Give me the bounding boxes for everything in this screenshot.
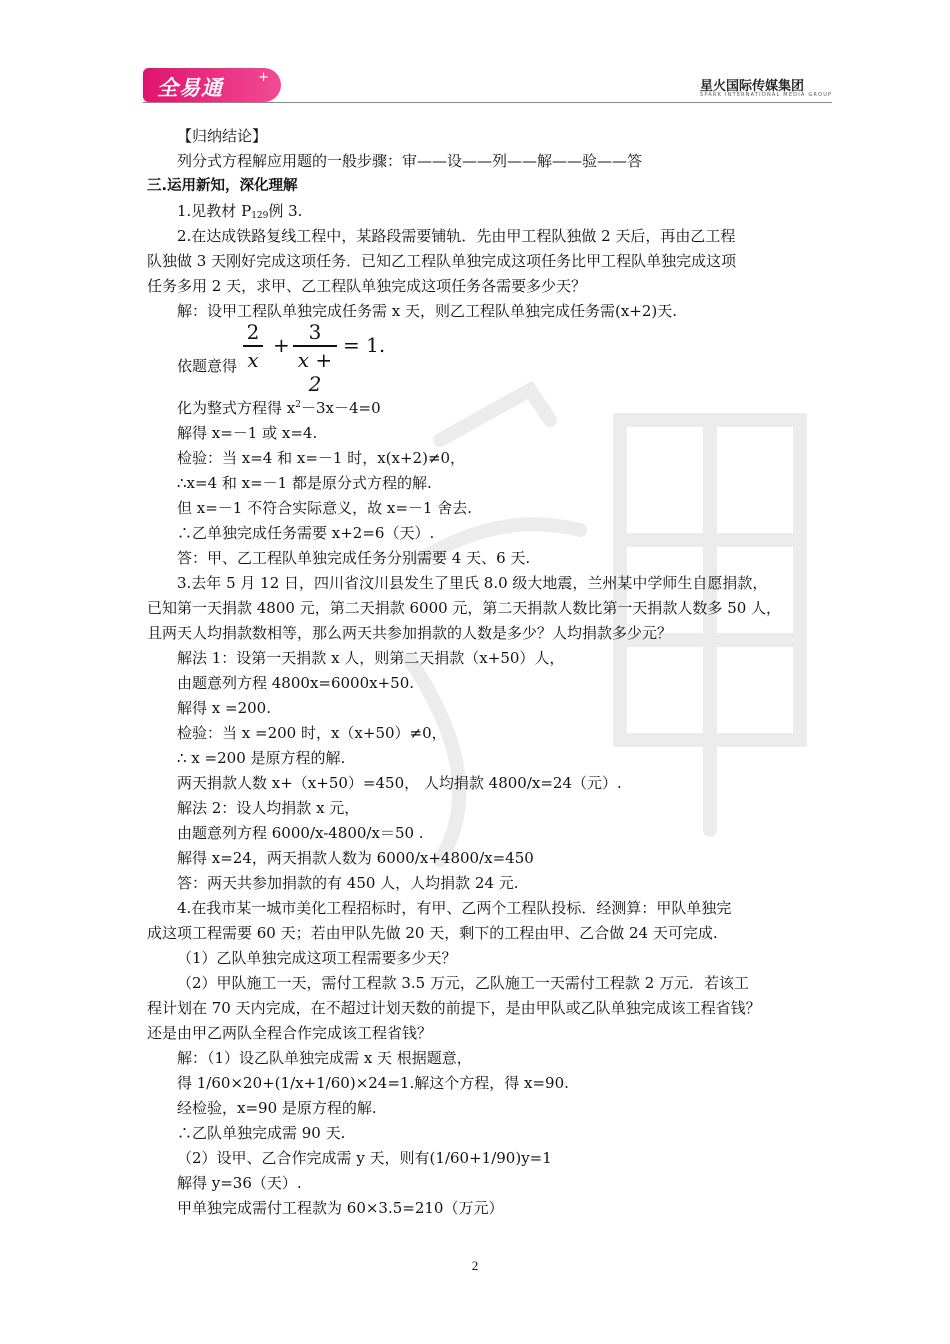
q4-step-2: 得 1/60×20+(1/x+1/60)×24=1.解这个方程，得 x=90. bbox=[177, 1074, 569, 1092]
q2-line-2: 队独做 3 天刚好完成这项任务．已知乙工程队单独完成这项任务比甲工程队单独完成这项 bbox=[147, 252, 737, 270]
question-1 bbox=[147, 199, 813, 224]
q3-step-1: 解法 1：设第一天捐款 x 人，则第二天捐款（x+50）人， bbox=[177, 649, 565, 667]
q4-step-3: 经检验，x=90 是原方程的解. bbox=[177, 1099, 377, 1117]
q3-step-8: 由题意列方程 6000/x-4800/x＝50 . bbox=[177, 824, 424, 842]
q4-part-2-line-1: （2）甲队施工一天，需付工程款 3.5 万元，乙队施工一天需付工程款 2 万元．若该工 bbox=[177, 974, 750, 992]
q3-answer: 答：两天共参加捐款的有 450 人，人均捐款 24 元. bbox=[177, 874, 519, 892]
q3-line-1: 3.去年 5 月 12 日，四川省汶川县发生了里氏 8.0 级大地震，兰州某中学师生自愿捐款， bbox=[177, 574, 768, 592]
q2-line-3: 任务多用 2 天，求甲、乙工程队单独完成这项任务各需要多少天？ bbox=[147, 277, 587, 295]
q4-part-2-line-2: 程计划在 70 天内完成，在不超过计划天数的前提下，是由甲队或乙队单独完成该工程省钱？ bbox=[147, 999, 761, 1017]
logo-star-icon: + bbox=[258, 70, 269, 85]
q4-part-1: （1）乙队单独完成这项工程需要多少天？ bbox=[177, 949, 457, 967]
summary-text: 列分式方程解应用题的一般步骤：审——设——列——解——验——答 bbox=[177, 152, 643, 170]
q2-answer: 答：甲、乙工程队单独完成任务分别需要 4 天、6 天. bbox=[177, 549, 531, 567]
q4-part-2-line-3: 还是由甲乙两队全程合作完成该工程省钱？ bbox=[147, 1024, 433, 1042]
q4-step-4: ∴乙队单独完成需 90 天. bbox=[177, 1124, 346, 1142]
equation-block bbox=[147, 320, 813, 396]
brand-logo bbox=[143, 68, 281, 102]
fraction-1-numerator: 2 bbox=[246, 320, 260, 344]
q1-post: 例 3. bbox=[268, 202, 303, 220]
q2-step-b: 解得 x=－1 或 x=4. bbox=[177, 424, 318, 442]
fraction-2-bar bbox=[293, 345, 337, 347]
logo-text: 全易通 bbox=[157, 76, 223, 100]
publisher-name: 星火国际传媒集团 bbox=[700, 79, 805, 94]
q4-step-7: 甲单独完成需付工程款为 60×3.5=210（万元） bbox=[177, 1199, 504, 1217]
q2-step-a-sup: 2 bbox=[295, 400, 301, 410]
q1-pre: 1.见教材 P bbox=[177, 202, 252, 220]
q2-step-f: ∴乙单独完成任务需要 x+2=6（天）. bbox=[177, 524, 435, 542]
fraction-1-bar bbox=[243, 345, 263, 347]
q2-step-a-pre: 化为整式方程得 x bbox=[177, 399, 296, 417]
q4-line-1: 4.在我市某一城市美化工程招标时，有甲、乙两个工程队投标．经测算：甲队单独完 bbox=[177, 899, 732, 917]
q2-step-d: ∴x=4 和 x=－1 都是原分式方程的解. bbox=[177, 474, 432, 492]
q3-step-2: 由题意列方程 4800x=6000x+50. bbox=[177, 674, 415, 692]
q3-step-3: 解得 x =200. bbox=[177, 699, 271, 717]
header-rule bbox=[143, 102, 832, 103]
section-heading: 三.运用新知，深化理解 bbox=[147, 178, 298, 194]
fraction-1 bbox=[243, 320, 263, 372]
q1-sub: 129 bbox=[251, 211, 269, 221]
q4-step-6: 解得 y=36（天）. bbox=[177, 1174, 302, 1192]
page-number: 2 bbox=[471, 1258, 479, 1273]
q3-step-4: 检验：当 x =200 时，x（x+50）≠0， bbox=[177, 724, 447, 742]
q2-solution: 解：设甲工程队单独完成任务需 x 天，则乙工程队单独完成任务需(x+2)天. bbox=[177, 302, 678, 320]
fraction-1-denominator: x bbox=[247, 347, 259, 372]
q2-step-a bbox=[147, 396, 813, 421]
q4-line-2: 成这项工程需要 60 天；若由甲队先做 20 天，剩下的工程由甲、乙合做 24 天可完成. bbox=[147, 924, 718, 942]
q4-step-1: 解：（1）设乙队单独完成需 x 天 根据题意， bbox=[177, 1049, 472, 1067]
q3-step-7: 解法 2：设人均捐款 x 元， bbox=[177, 799, 360, 817]
q3-line-3: 且两天人均捐款数相等，那么两天共参加捐款的人数是多少？人均捐款多少元？ bbox=[147, 624, 673, 642]
q3-step-6: 两天捐款人数 x+（x+50）=450， 人均捐款 4800/x=24（元）. bbox=[177, 774, 622, 792]
q2-step-e: 但 x=－1 不符合实际意义，故 x=－1 舍去. bbox=[177, 499, 472, 517]
summary-heading: 【归纳结论】 bbox=[177, 127, 268, 145]
fraction-2-denominator: x + 2 bbox=[297, 347, 333, 396]
plus-sign: + bbox=[273, 333, 290, 357]
equation-rhs: = 1. bbox=[343, 333, 386, 357]
document-body bbox=[147, 124, 813, 1221]
q2-step-a-post: －3x－4=0 bbox=[300, 399, 381, 417]
q3-step-9: 解得 x=24，两天捐款人数为 6000/x+4800/x=450 bbox=[177, 849, 534, 867]
q3-line-2: 已知第一天捐款 4800 元，第二天捐款 6000 元，第二天捐款人数比第一天捐款人数多 50 人， bbox=[147, 599, 782, 617]
q2-step-c: 检验：当 x=4 和 x=－1 时，x(x+2)≠0， bbox=[177, 449, 466, 467]
q2-line-1: 2.在达成铁路复线工程中，某路段需要铺轨．先由甲工程队独做 2 天后，再由乙工程 bbox=[177, 227, 736, 245]
publisher-name-en: SPARK INTERNATIONAL MEDIA GROUP bbox=[700, 92, 833, 98]
q3-step-5: ∴ x =200 是原方程的解. bbox=[177, 749, 346, 767]
fraction-2 bbox=[293, 320, 337, 396]
fraction-2-numerator: 3 bbox=[308, 320, 322, 344]
q4-step-5: （2）设甲、乙合作完成需 y 天，则有(1/60+1/90)y=1 bbox=[177, 1149, 552, 1167]
equation-label: 依题意得 bbox=[177, 357, 238, 375]
